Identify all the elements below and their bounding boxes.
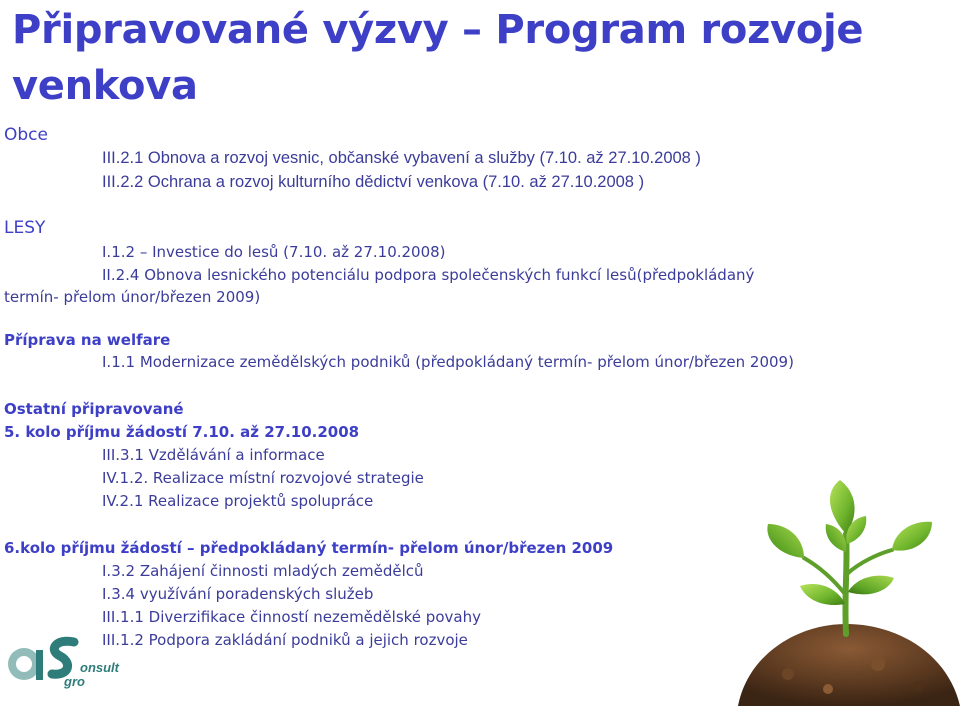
list-item: IV.1.2. Realizace místní rozvojové strategie [102,469,424,487]
agro-consult-logo-icon [4,628,128,690]
list-item: III.1.1 Diverzifikace činností nezemědělské povahy [102,608,481,626]
svg-text:gro: gro [64,674,85,689]
list-item: II.2.4 Obnova lesnického potenciálu podpora společenských funkcí lesů(předpokládaný [102,266,755,284]
section-heading-ostatni: Ostatní připravované [4,400,184,418]
list-item: I.1.2 – Investice do lesů (7.10. až 27.10.2008) [102,243,446,261]
list-item: I.1.1 Modernizace zemědělských podniků (předpokládaný termín- přelom únor/březen 2009) [102,353,794,371]
list-item-continuation: termín- přelom únor/březen 2009) [4,288,261,306]
section-heading-lesy: LESY [4,218,46,238]
list-item: I.3.4 využívání poradenských služeb [102,585,374,603]
list-item: III.3.1 Vzdělávání a informace [102,446,325,464]
list-item: I.3.2 Zahájení činnosti mladých zemědělců [102,562,424,580]
list-item: IV.2.1 Realizace projektů spolupráce [102,492,374,510]
svg-text:onsult: onsult [80,660,119,675]
list-item: III.2.1 Obnova a rozvoj vesnic, občanské vybavení a služby (7.10. až 27.10.2008 ) [102,149,701,167]
section-heading-welfare: Příprava na welfare [4,331,171,349]
list-item: III.2.2 Ochrana a rozvoj kulturního dědictví venkova (7.10. až 27.10.2008 ) [102,173,645,191]
round5-heading: 5. kolo příjmu žádostí 7.10. až 27.10.2008 [4,423,360,441]
page-title: Připravované výzvy – Program rozvoje venkova [12,7,864,109]
section-heading-obce: Obce [4,125,48,145]
seedling-in-soil-icon [728,474,960,706]
list-item: III.1.2 Podpora zakládání podniků a jejich rozvoje [102,631,468,649]
round6-heading: 6.kolo příjmu žádostí – předpokládaný termín- přelom únor/březen 2009 [4,539,614,557]
